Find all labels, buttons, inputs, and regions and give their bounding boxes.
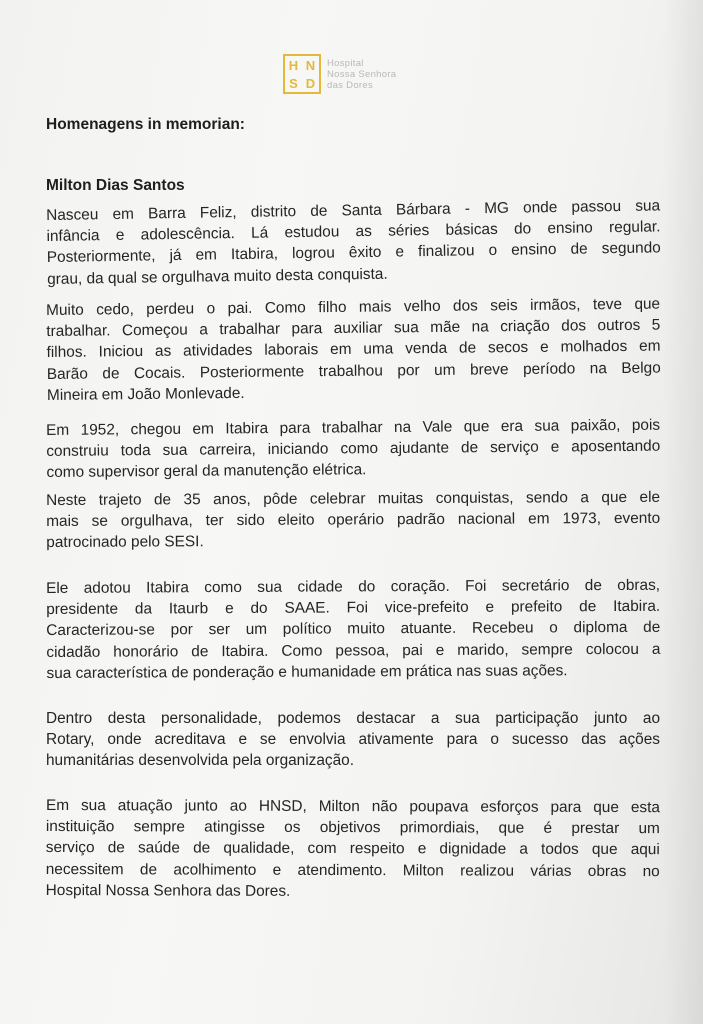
logo-line: das Dores <box>327 79 373 91</box>
logo-line: Hospital <box>327 57 364 69</box>
text-line: Neste trajeto de 35 anos, pôde celebrar muitas conquistas, sendo a que ele <box>46 488 661 509</box>
text-line: Muito cedo, perdeu o pai. Como filho mais velho dos seis irmãos, teve que <box>46 295 661 319</box>
text-line: Em sua atuação junto ao HNSD, Milton não poupava esforços para que esta <box>45 797 660 817</box>
paragraph-4 <box>46 487 660 554</box>
text-line: Caracterizou-se por ser um político muito atuante. Recebeu o diploma de <box>46 619 661 640</box>
paragraph-5 <box>46 575 661 684</box>
text-line: humanitárias desenvolvida pela organização. <box>46 752 355 770</box>
page-edge-shadow <box>663 0 703 1024</box>
text-line: construiu toda sua carreira, iniciando como ajudante de serviço e aposentando <box>46 437 661 461</box>
text-line: Dentro desta personalidade, podemos destacar a sua participação junto ao <box>46 710 660 727</box>
text-line: grau, da qual se orgulhava muito desta conquista. <box>47 265 388 288</box>
hospital-logo <box>283 54 396 94</box>
text-line: Nasceu em Barra Feliz, distrito de Santa Bárbara - MG onde passou sua <box>46 197 661 224</box>
person-name: Milton Dias Santos <box>46 177 185 194</box>
text-line: trabalhar. Começou a trabalhar para auxiliar sua mãe na criação dos outros 5 <box>46 316 661 341</box>
hnsd-logo-icon <box>283 54 321 94</box>
page-heading: Homenagens in memorian: <box>46 116 245 133</box>
paragraph-1 <box>46 195 661 289</box>
text-line: como supervisor geral da manutenção elétrica. <box>46 461 367 482</box>
text-line: patrocinado pelo SESI. <box>46 533 204 552</box>
text-line: instituição sempre atingisse os objetivos primordiais, que é prestar um <box>45 818 660 838</box>
text-line: infância e adolescência. Lá estudou as séries básicas do ensino regular. <box>46 218 661 246</box>
paragraph-2 <box>46 294 661 406</box>
logo-letter: D <box>305 75 316 91</box>
text-line: serviço de saúde de qualidade, com respeito e dignidade a todos que aqui <box>45 839 660 859</box>
logo-letter: H <box>288 57 299 73</box>
paragraph-7 <box>46 795 660 903</box>
text-line: necessitem de acolhimento e atendimento. Milton realizou várias obras no <box>45 860 660 880</box>
text-line: Hospital Nossa Senhora das Dores. <box>45 881 291 900</box>
text-line: Mineira em João Monlevade. <box>46 384 245 404</box>
text-line: Rotary, onde acreditava e se envolvia ativamente para o sucesso das ações <box>46 731 660 749</box>
logo-wordmark <box>327 58 396 91</box>
text-line: Posteriormente, já em Itabira, logrou êxito e finalizou o ensino de segundo <box>46 239 661 267</box>
paragraph-3 <box>46 415 661 484</box>
logo-letter: S <box>289 75 298 91</box>
text-line: Em 1952, chegou em Itabira para trabalhar na Vale que era sua paixão, pois <box>46 416 661 439</box>
logo-letter: N <box>305 57 316 73</box>
text-line: sua característica de ponderação e humanidade em prática nas suas ações. <box>46 662 568 682</box>
paragraph-6 <box>46 708 660 772</box>
text-line: presidente da Itaurb e do SAAE. Foi vice-prefeito e prefeito de Itabira. <box>46 597 661 619</box>
logo-line: Nossa Senhora <box>327 68 397 80</box>
text-line: Barão de Cocais. Posteriormente trabalhou por um breve período na Belgo <box>46 359 661 383</box>
text-line: cidadão honorário de Itabira. Como pessoa, pai e marido, sempre colocou a <box>46 640 661 661</box>
text-line: Ele adotou Itabira como sua cidade do coração. Foi secretário de obras, <box>46 576 661 597</box>
text-line: filhos. Iniciou as atividades laborais em uma venda de secos e molhados em <box>46 337 661 362</box>
text-line: mais se orgulhava, ter sido eleito operário padrão nacional em 1973, evento <box>46 509 661 531</box>
